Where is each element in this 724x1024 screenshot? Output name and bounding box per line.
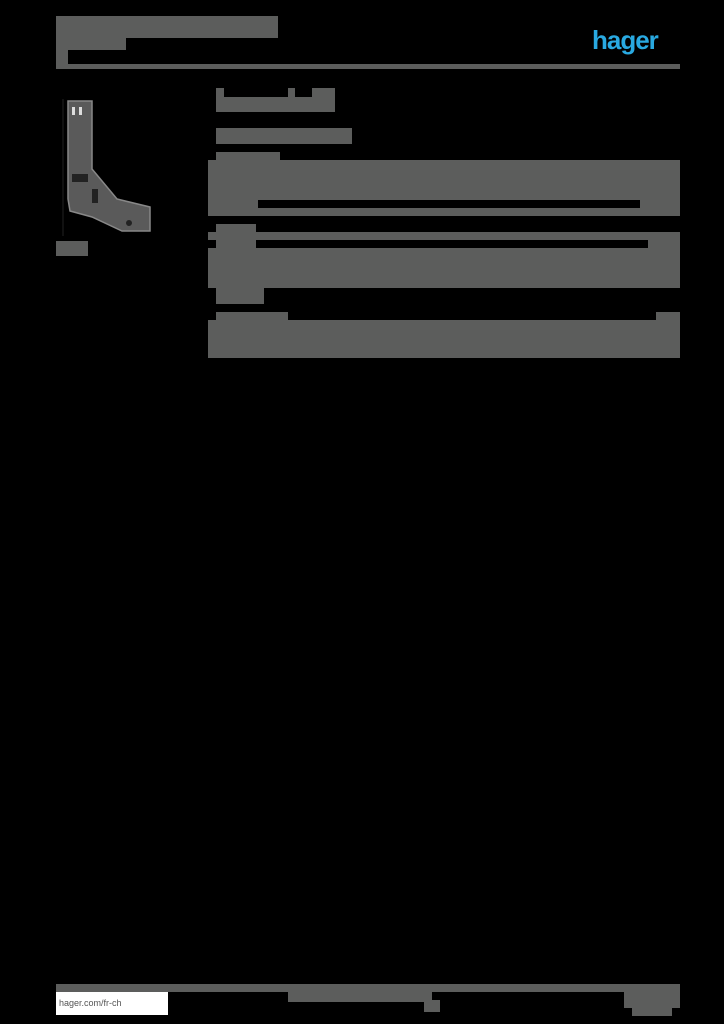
section-1-block-right [640,200,680,208]
footer-rule [56,984,680,992]
section-3-label-redacted [216,312,288,320]
product-bracket-image [62,99,152,236]
main-subtitle-redacted [216,128,352,144]
section-2-body [208,248,680,288]
section-2-row-1 [208,232,680,240]
section-3-value-redacted [656,312,680,320]
main-title-redacted-main [216,97,335,112]
footer-right-redacted-2 [632,1008,672,1016]
footer-center-redacted [288,992,432,1002]
section-2-foot [216,288,264,304]
section-2-row-1-left [216,240,256,248]
footer-right-redacted [624,992,680,1008]
header-title-redacted [56,16,278,38]
section-3-block [208,320,680,358]
section-2-row-1-right [648,240,680,248]
header-subtitle-line2-redacted [56,50,68,64]
product-caption-redacted [56,241,88,256]
section-1-block-bottom [208,208,680,216]
footer-url-link[interactable]: hager.com/fr-ch [56,992,168,1015]
footer-center-redacted-tail [424,1000,440,1012]
header-rule [56,64,680,69]
header-subtitle-redacted [56,38,126,50]
section-1-block-left [208,200,258,208]
section-1-heading-redacted [216,152,280,160]
hager-logo: hager [592,25,658,55]
section-1-block [208,160,680,200]
